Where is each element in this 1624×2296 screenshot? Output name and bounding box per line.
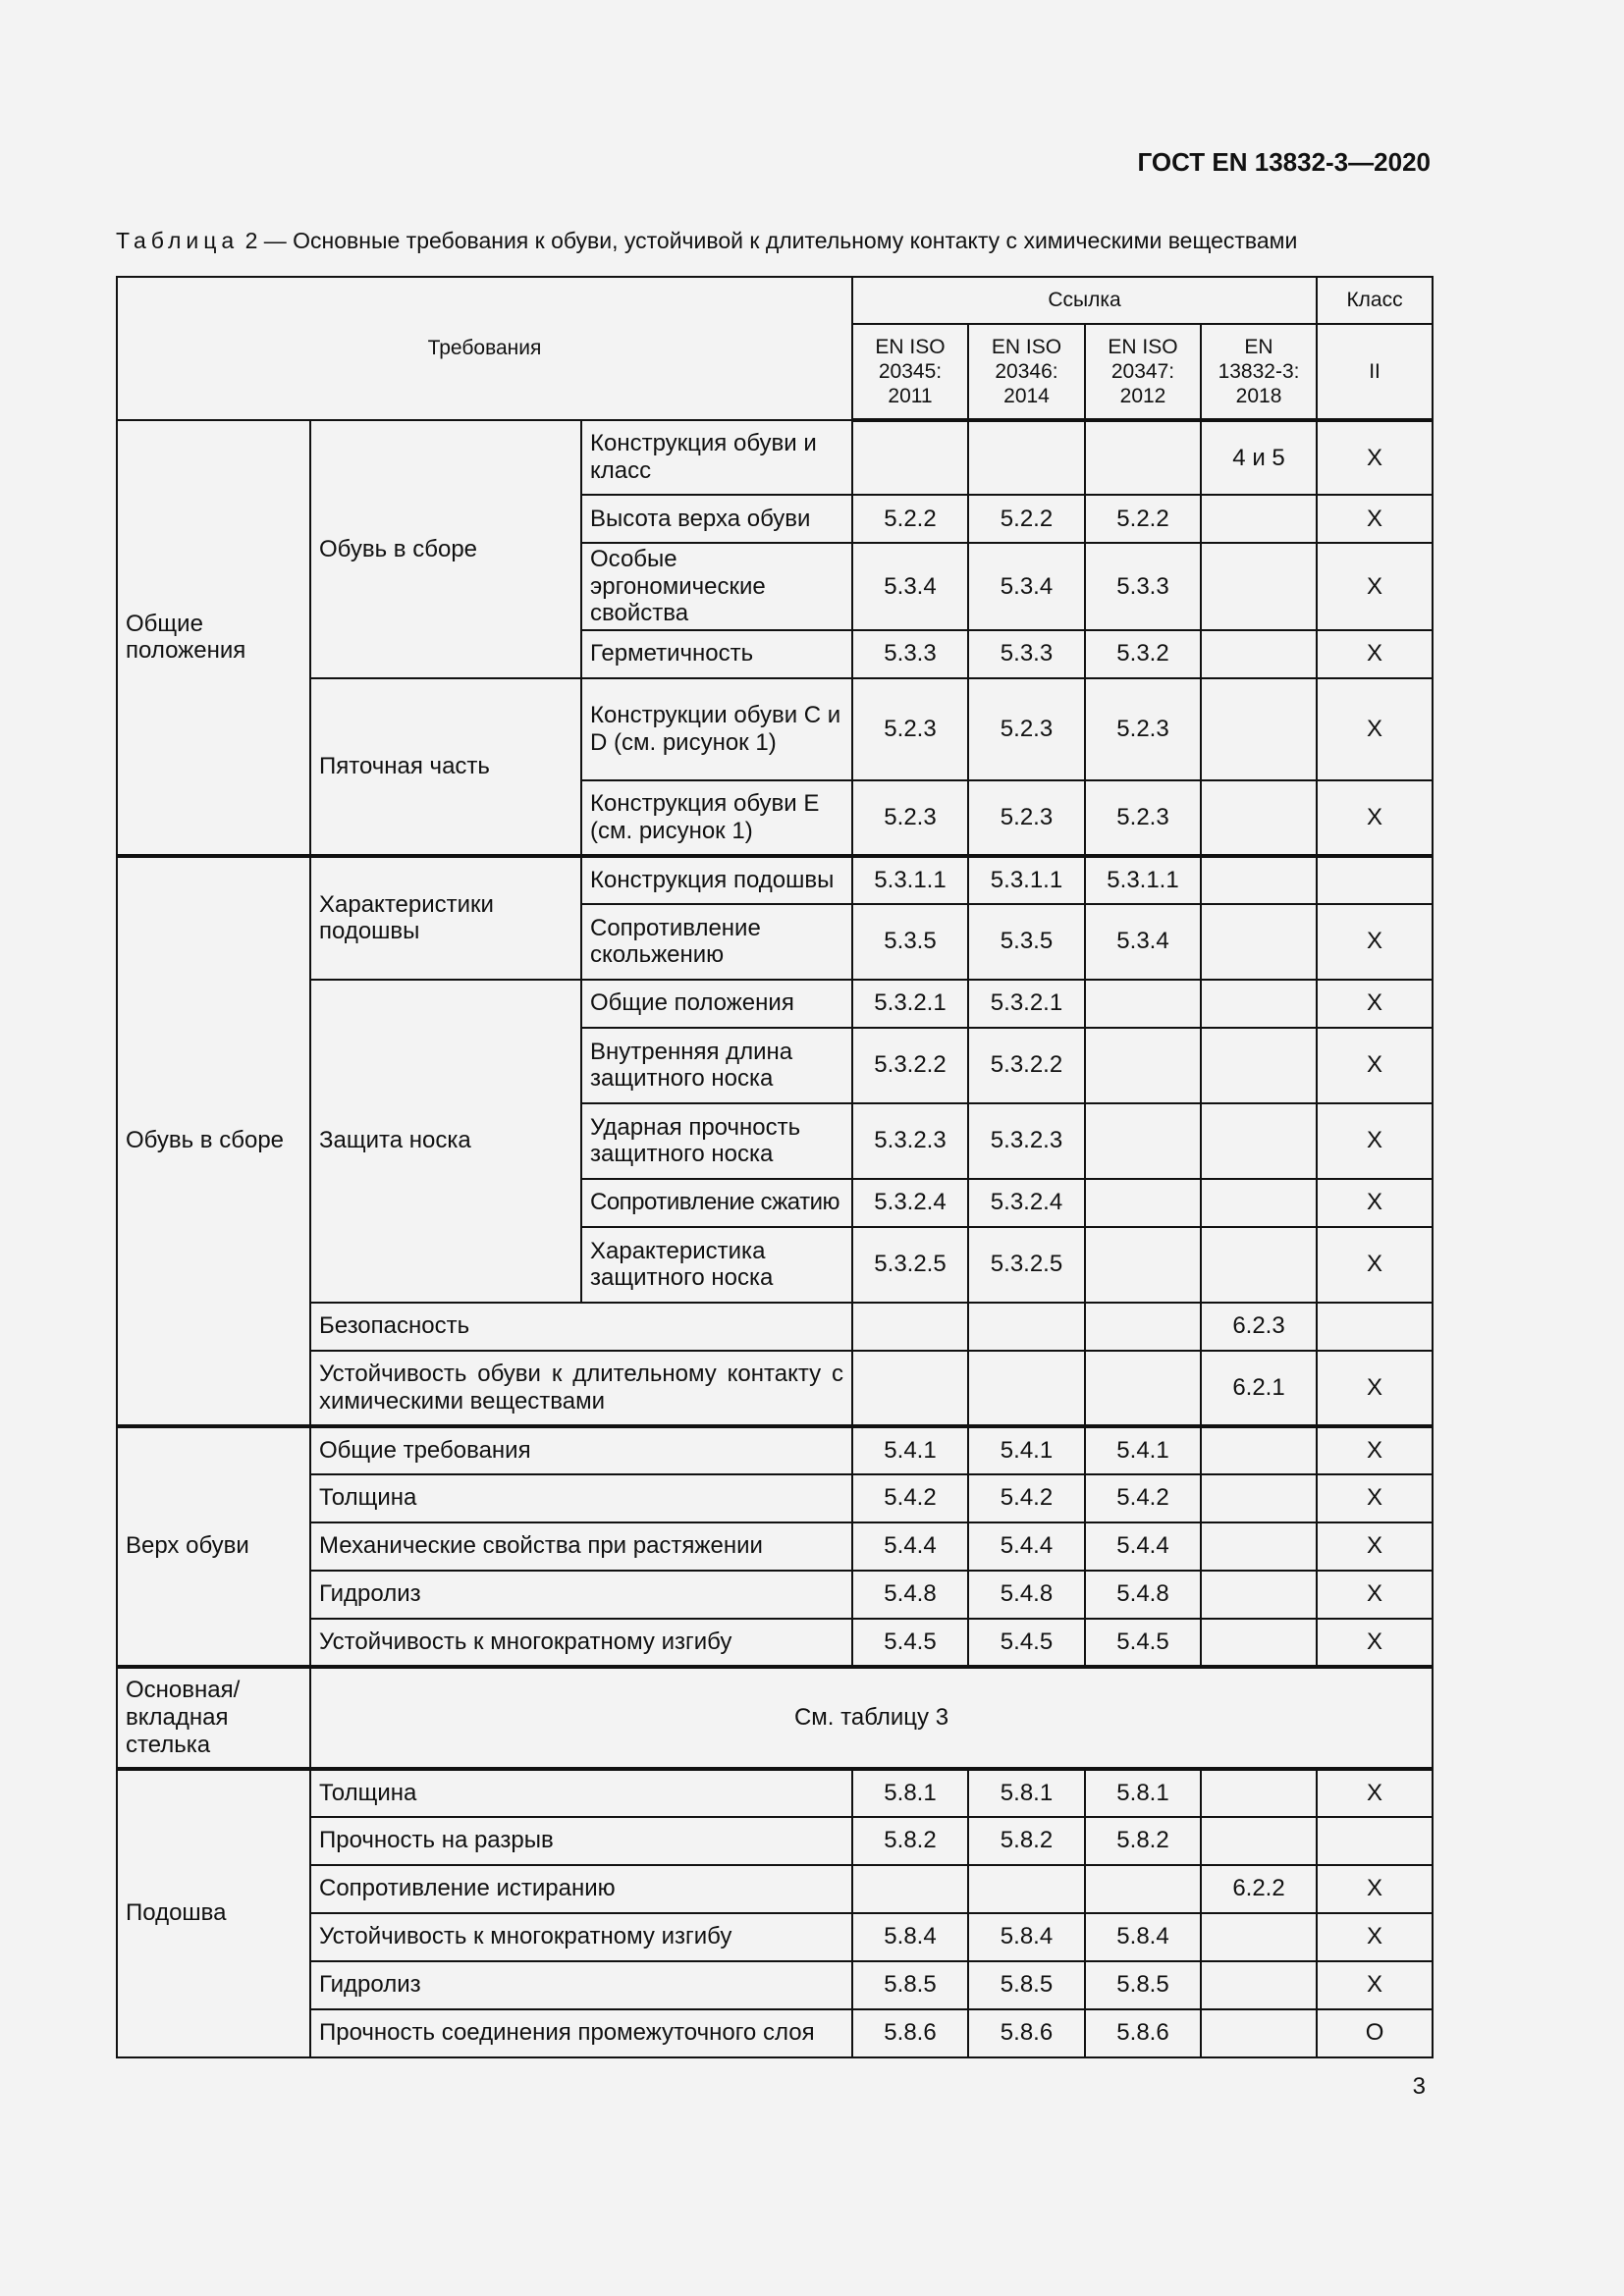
ref-en-13832-3 (1201, 1227, 1317, 1303)
ref-en-13832-3 (1201, 1913, 1317, 1961)
requirement-label: Безопасность (310, 1303, 852, 1351)
ref-en-iso-20346: 5.8.5 (968, 1961, 1085, 2009)
ref-en-13832-3 (1201, 1179, 1317, 1227)
requirement-label: Прочность на разрыв (310, 1817, 852, 1865)
ref-en-iso-20346: 5.3.2.1 (968, 980, 1085, 1028)
ref-en-13832-3 (1201, 543, 1317, 630)
ref-en-iso-20347: 5.4.1 (1085, 1426, 1201, 1474)
ref-en-iso-20347: 5.4.5 (1085, 1619, 1201, 1667)
class-mark: X (1317, 543, 1433, 630)
requirement-label: Устойчивость обуви к длительному контакту с химическими веществами (310, 1351, 852, 1426)
ref-en-iso-20347 (1085, 1179, 1201, 1227)
ref-en-iso-20346: 5.8.2 (968, 1817, 1085, 1865)
ref-en-iso-20346 (968, 420, 1085, 495)
subgroup-heel: Пяточная часть (310, 678, 581, 856)
ref-en-iso-20346: 5.4.5 (968, 1619, 1085, 1667)
ref-en-13832-3 (1201, 1619, 1317, 1667)
requirement-label: Конструкция обуви и класс (581, 420, 852, 495)
class-mark: X (1317, 1179, 1433, 1227)
ref-en-iso-20346: 5.3.2.2 (968, 1028, 1085, 1103)
ref-en-iso-20347 (1085, 1028, 1201, 1103)
header-requirements: Требования (117, 277, 852, 420)
requirement-label: Гидролиз (310, 1961, 852, 2009)
ref-en-iso-20347 (1085, 980, 1201, 1028)
ref-en-13832-3 (1201, 1769, 1317, 1817)
ref-en-iso-20346: 5.4.4 (968, 1522, 1085, 1571)
ref-en-iso-20346: 5.4.2 (968, 1474, 1085, 1522)
ref-en-iso-20346: 5.3.4 (968, 543, 1085, 630)
class-mark (1317, 856, 1433, 904)
ref-en-13832-3: 4 и 5 (1201, 420, 1317, 495)
ref-en-iso-20345: 5.3.3 (852, 630, 968, 678)
ref-en-13832-3 (1201, 1426, 1317, 1474)
requirement-label: Конструкция обуви Е (см. рисунок 1) (581, 780, 852, 856)
ref-en-iso-20346: 5.3.1.1 (968, 856, 1085, 904)
class-mark: X (1317, 1913, 1433, 1961)
requirement-label: Конструкции обуви C и D (см. рисунок 1) (581, 678, 852, 780)
requirement-label: Гидролиз (310, 1571, 852, 1619)
ref-en-iso-20347 (1085, 1103, 1201, 1179)
ref-en-iso-20346: 5.8.1 (968, 1769, 1085, 1817)
ref-en-iso-20346 (968, 1303, 1085, 1351)
requirement-label: Высота верха обуви (581, 495, 852, 543)
ref-en-iso-20346 (968, 1351, 1085, 1426)
ref-en-iso-20347 (1085, 1351, 1201, 1426)
ref-en-iso-20347: 5.3.1.1 (1085, 856, 1201, 904)
class-mark: X (1317, 1961, 1433, 2009)
ref-en-13832-3 (1201, 495, 1317, 543)
header-reference: Ссылка (852, 277, 1317, 324)
ref-en-iso-20345: 5.3.2.2 (852, 1028, 968, 1103)
class-mark: X (1317, 1028, 1433, 1103)
ref-en-iso-20345: 5.3.4 (852, 543, 968, 630)
class-mark: X (1317, 1426, 1433, 1474)
ref-en-iso-20347: 5.2.3 (1085, 780, 1201, 856)
ref-en-iso-20347: 5.3.3 (1085, 543, 1201, 630)
ref-en-iso-20345 (852, 1351, 968, 1426)
header-std-en-13832-3: EN 13832-3: 2018 (1201, 324, 1317, 420)
ref-en-iso-20345: 5.4.4 (852, 1522, 968, 1571)
subgroup-sole-characteristics: Характеристики подошвы (310, 856, 581, 980)
ref-en-iso-20346: 5.8.6 (968, 2009, 1085, 2057)
insole-reference-note: См. таблицу 3 (310, 1667, 1433, 1769)
ref-en-13832-3 (1201, 1961, 1317, 2009)
class-mark: X (1317, 1571, 1433, 1619)
header-class-level: II (1317, 324, 1433, 420)
header-std-en-iso-20345: EN ISO 20345: 2011 (852, 324, 968, 420)
class-mark: O (1317, 2009, 1433, 2057)
document-code: ГОСТ EN 13832-3—2020 (1137, 147, 1431, 177)
class-mark: X (1317, 420, 1433, 495)
class-mark: X (1317, 780, 1433, 856)
class-mark: X (1317, 630, 1433, 678)
ref-en-iso-20347 (1085, 1227, 1201, 1303)
class-mark: X (1317, 1522, 1433, 1571)
ref-en-13832-3 (1201, 856, 1317, 904)
requirement-label: Сопротивление сжатию (581, 1179, 852, 1227)
ref-en-iso-20345: 5.4.2 (852, 1474, 968, 1522)
ref-en-13832-3 (1201, 980, 1317, 1028)
requirement-label: Общие положения (581, 980, 852, 1028)
requirement-label: Устойчивость к многократному изгибу (310, 1913, 852, 1961)
class-mark: X (1317, 1227, 1433, 1303)
ref-en-iso-20347: 5.4.4 (1085, 1522, 1201, 1571)
header-std-en-iso-20347: EN ISO 20347: 2012 (1085, 324, 1201, 420)
ref-en-iso-20345: 5.4.8 (852, 1571, 968, 1619)
ref-en-iso-20345: 5.4.5 (852, 1619, 968, 1667)
ref-en-iso-20347: 5.8.2 (1085, 1817, 1201, 1865)
class-mark (1317, 1817, 1433, 1865)
ref-en-iso-20347: 5.2.2 (1085, 495, 1201, 543)
ref-en-iso-20346: 5.3.2.3 (968, 1103, 1085, 1179)
class-mark: X (1317, 904, 1433, 980)
subgroup-assembled-shoe: Обувь в сборе (310, 420, 581, 678)
table-caption (116, 228, 1297, 254)
ref-en-iso-20346: 5.4.8 (968, 1571, 1085, 1619)
group-upper: Верх обуви (117, 1426, 310, 1667)
class-mark: X (1317, 678, 1433, 780)
requirement-label: Общие требования (310, 1426, 852, 1474)
subgroup-toe-protection: Защита носка (310, 980, 581, 1303)
ref-en-iso-20345: 5.3.1.1 (852, 856, 968, 904)
ref-en-13832-3 (1201, 1817, 1317, 1865)
ref-en-iso-20347: 5.8.6 (1085, 2009, 1201, 2057)
ref-en-iso-20345: 5.3.5 (852, 904, 968, 980)
ref-en-iso-20346: 5.4.1 (968, 1426, 1085, 1474)
header-std-en-iso-20346: EN ISO 20346: 2014 (968, 324, 1085, 420)
ref-en-iso-20347: 5.8.4 (1085, 1913, 1201, 1961)
ref-en-13832-3: 6.2.1 (1201, 1351, 1317, 1426)
ref-en-iso-20346: 5.8.4 (968, 1913, 1085, 1961)
ref-en-iso-20345: 5.3.2.1 (852, 980, 968, 1028)
ref-en-iso-20347 (1085, 420, 1201, 495)
group-sole: Подошва (117, 1769, 310, 2057)
ref-en-iso-20345: 5.3.2.3 (852, 1103, 968, 1179)
page-number: 3 (1412, 2073, 1426, 2100)
ref-en-13832-3 (1201, 630, 1317, 678)
ref-en-iso-20346 (968, 1865, 1085, 1913)
requirement-label: Сопротивление истиранию (310, 1865, 852, 1913)
ref-en-iso-20347: 5.4.8 (1085, 1571, 1201, 1619)
ref-en-13832-3: 6.2.3 (1201, 1303, 1317, 1351)
requirement-label: Характеристика защитного носка (581, 1227, 852, 1303)
ref-en-iso-20345: 5.8.4 (852, 1913, 968, 1961)
group-general: Общие положения (117, 420, 310, 856)
requirement-label: Конструкция подошвы (581, 856, 852, 904)
ref-en-iso-20346: 5.3.3 (968, 630, 1085, 678)
ref-en-iso-20345 (852, 1303, 968, 1351)
class-mark: X (1317, 1351, 1433, 1426)
class-mark: X (1317, 1474, 1433, 1522)
requirement-label: Внутренняя длина защитного носка (581, 1028, 852, 1103)
requirement-label: Толщина (310, 1769, 852, 1817)
ref-en-iso-20347: 5.3.4 (1085, 904, 1201, 980)
header-class: Класс (1317, 277, 1433, 324)
ref-en-iso-20347 (1085, 1865, 1201, 1913)
group-assembled-footwear: Обувь в сборе (117, 856, 310, 1426)
ref-en-iso-20346: 5.3.2.5 (968, 1227, 1085, 1303)
class-mark: X (1317, 980, 1433, 1028)
ref-en-iso-20346: 5.2.3 (968, 678, 1085, 780)
class-mark: X (1317, 1619, 1433, 1667)
ref-en-13832-3 (1201, 1474, 1317, 1522)
requirement-label: Герметичность (581, 630, 852, 678)
ref-en-iso-20345 (852, 420, 968, 495)
ref-en-iso-20345: 5.8.2 (852, 1817, 968, 1865)
ref-en-iso-20345: 5.2.3 (852, 780, 968, 856)
ref-en-iso-20345: 5.8.1 (852, 1769, 968, 1817)
requirement-label: Толщина (310, 1474, 852, 1522)
requirement-label: Прочность соединения промежуточного слоя (310, 2009, 852, 2057)
ref-en-13832-3 (1201, 2009, 1317, 2057)
ref-en-iso-20345: 5.4.1 (852, 1426, 968, 1474)
ref-en-iso-20346: 5.2.3 (968, 780, 1085, 856)
requirement-label: Особые эргономические свойства (581, 543, 852, 630)
ref-en-iso-20347: 5.8.1 (1085, 1769, 1201, 1817)
requirement-label: Механические свойства при растяжении (310, 1522, 852, 1571)
ref-en-13832-3 (1201, 1522, 1317, 1571)
ref-en-iso-20347: 5.8.5 (1085, 1961, 1201, 2009)
ref-en-iso-20345: 5.3.2.5 (852, 1227, 968, 1303)
ref-en-13832-3: 6.2.2 (1201, 1865, 1317, 1913)
requirement-label: Ударная прочность защитного носка (581, 1103, 852, 1179)
ref-en-13832-3 (1201, 780, 1317, 856)
ref-en-13832-3 (1201, 1571, 1317, 1619)
ref-en-iso-20347 (1085, 1303, 1201, 1351)
ref-en-iso-20345: 5.2.2 (852, 495, 968, 543)
class-mark (1317, 1303, 1433, 1351)
ref-en-iso-20346: 5.3.2.4 (968, 1179, 1085, 1227)
ref-en-13832-3 (1201, 904, 1317, 980)
ref-en-iso-20345 (852, 1865, 968, 1913)
class-mark: X (1317, 1769, 1433, 1817)
ref-en-13832-3 (1201, 1028, 1317, 1103)
requirements-table (116, 276, 1434, 2058)
class-mark: X (1317, 1865, 1433, 1913)
ref-en-13832-3 (1201, 1103, 1317, 1179)
class-mark: X (1317, 495, 1433, 543)
ref-en-iso-20346: 5.3.5 (968, 904, 1085, 980)
caption-label: Таблица (116, 228, 240, 253)
ref-en-iso-20345: 5.2.3 (852, 678, 968, 780)
requirement-label: Устойчивость к многократному изгибу (310, 1619, 852, 1667)
ref-en-iso-20345: 5.8.5 (852, 1961, 968, 2009)
ref-en-iso-20347: 5.4.2 (1085, 1474, 1201, 1522)
caption-text: 2 — Основные требования к обуви, устойчивой к длительному контакту с химическими веществами (239, 228, 1298, 253)
ref-en-13832-3 (1201, 678, 1317, 780)
ref-en-iso-20345: 5.8.6 (852, 2009, 968, 2057)
class-mark: X (1317, 1103, 1433, 1179)
requirement-label: Сопротивление скольжению (581, 904, 852, 980)
group-insole: Основная/ вкладная стелька (117, 1667, 310, 1769)
ref-en-iso-20345: 5.3.2.4 (852, 1179, 968, 1227)
ref-en-iso-20347: 5.2.3 (1085, 678, 1201, 780)
ref-en-iso-20347: 5.3.2 (1085, 630, 1201, 678)
ref-en-iso-20346: 5.2.2 (968, 495, 1085, 543)
